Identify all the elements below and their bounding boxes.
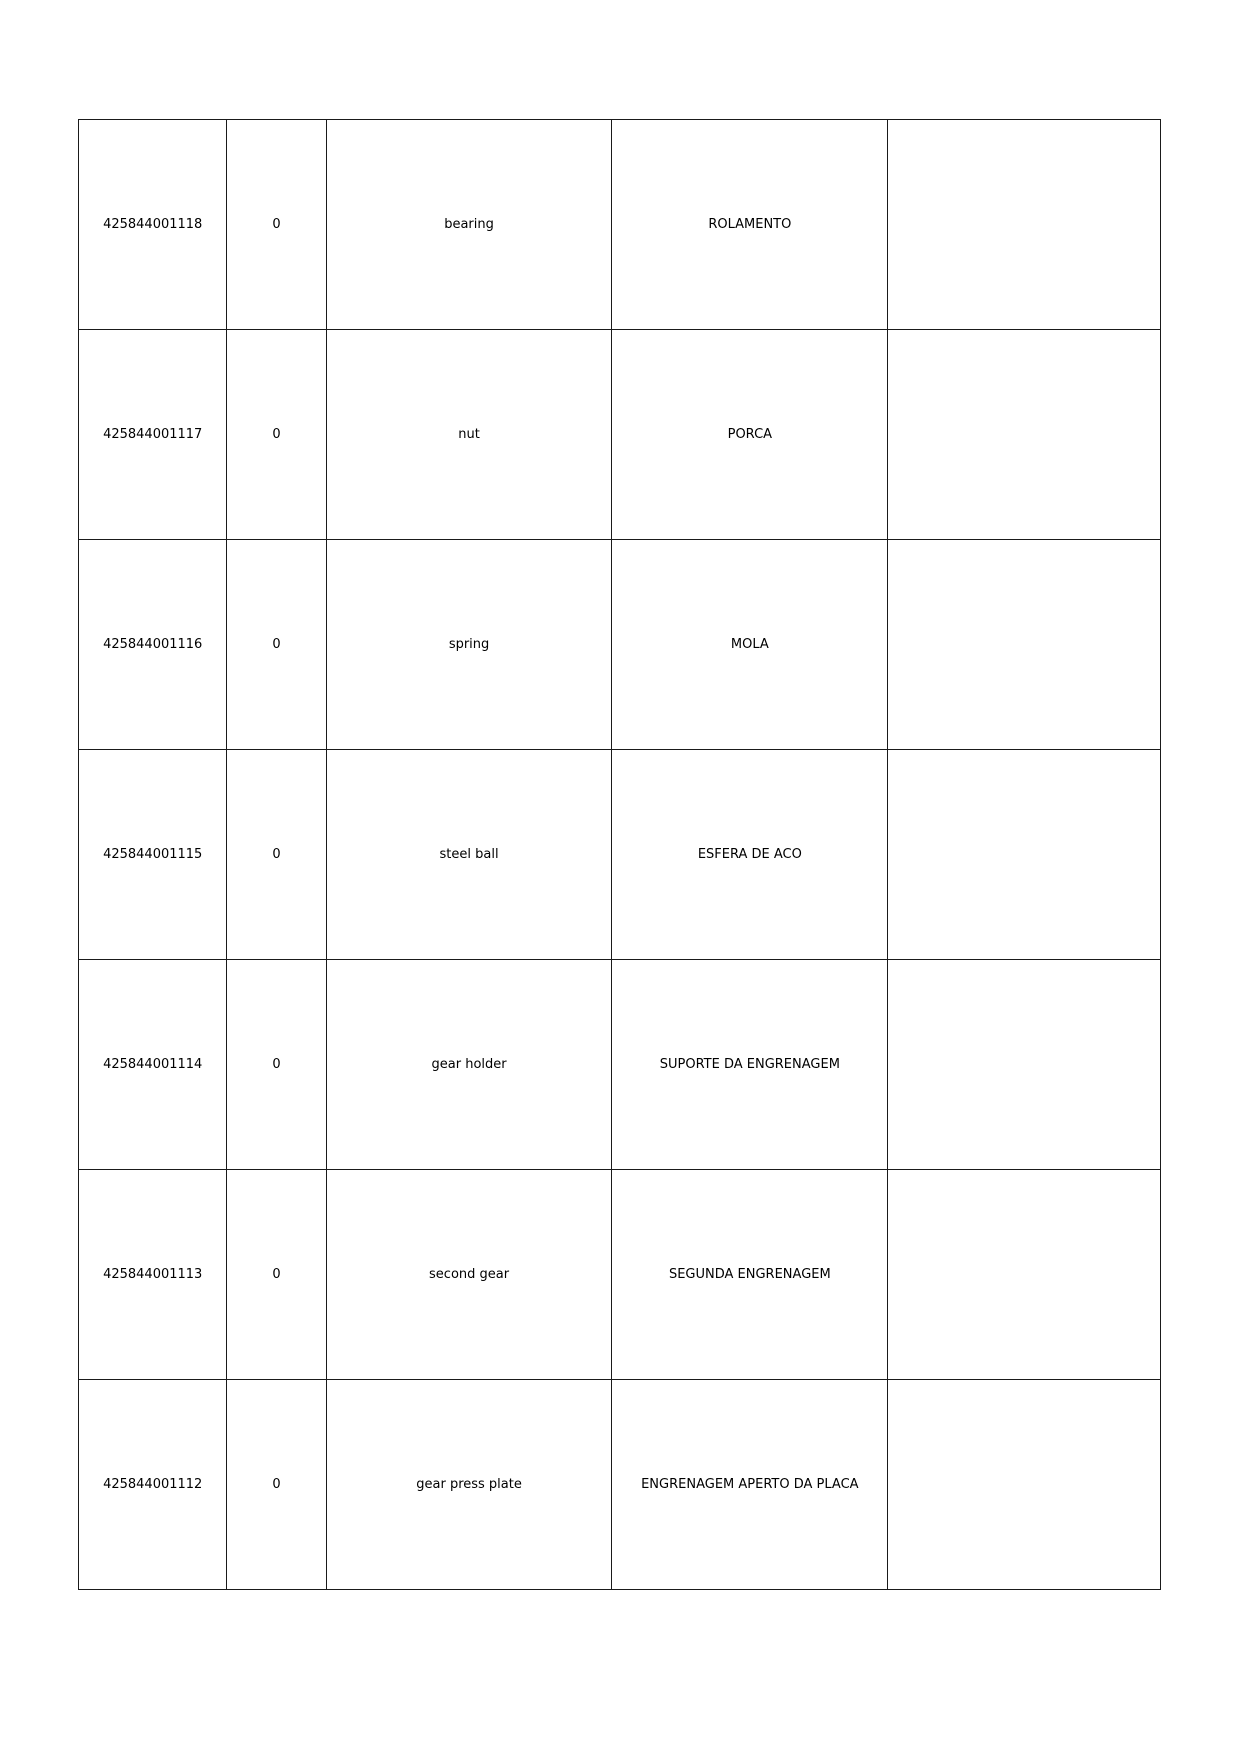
quantity-cell: 0 (227, 750, 326, 960)
portuguese-name-cell: SUPORTE DA ENGRENAGEM (612, 960, 888, 1170)
quantity-cell: 0 (227, 1170, 326, 1380)
english-name-cell: spring (326, 540, 612, 750)
part-code-cell: 425844001113 (79, 1170, 227, 1380)
english-name-cell: steel ball (326, 750, 612, 960)
empty-cell (888, 330, 1161, 540)
quantity-cell: 0 (227, 120, 326, 330)
part-code-cell: 425844001112 (79, 1380, 227, 1590)
empty-cell (888, 960, 1161, 1170)
quantity-cell: 0 (227, 330, 326, 540)
portuguese-name-cell: PORCA (612, 330, 888, 540)
english-name-cell: nut (326, 330, 612, 540)
part-code-cell: 425844001116 (79, 540, 227, 750)
part-code-cell: 425844001114 (79, 960, 227, 1170)
table-row (79, 960, 1161, 1170)
part-code-cell: 425844001117 (79, 330, 227, 540)
parts-table (78, 119, 1161, 1590)
empty-cell (888, 1170, 1161, 1380)
parts-table-body (79, 120, 1161, 1590)
empty-cell (888, 540, 1161, 750)
portuguese-name-cell: MOLA (612, 540, 888, 750)
empty-cell (888, 120, 1161, 330)
table-row (79, 1170, 1161, 1380)
portuguese-name-cell: ENGRENAGEM APERTO DA PLACA (612, 1380, 888, 1590)
quantity-cell: 0 (227, 960, 326, 1170)
table-row (79, 120, 1161, 330)
empty-cell (888, 1380, 1161, 1590)
portuguese-name-cell: ESFERA DE ACO (612, 750, 888, 960)
part-code-cell: 425844001115 (79, 750, 227, 960)
table-row (79, 330, 1161, 540)
english-name-cell: gear press plate (326, 1380, 612, 1590)
table-row (79, 750, 1161, 960)
english-name-cell: gear holder (326, 960, 612, 1170)
table-row (79, 1380, 1161, 1590)
table-row (79, 540, 1161, 750)
portuguese-name-cell: SEGUNDA ENGRENAGEM (612, 1170, 888, 1380)
empty-cell (888, 750, 1161, 960)
part-code-cell: 425844001118 (79, 120, 227, 330)
quantity-cell: 0 (227, 540, 326, 750)
english-name-cell: second gear (326, 1170, 612, 1380)
english-name-cell: bearing (326, 120, 612, 330)
quantity-cell: 0 (227, 1380, 326, 1590)
portuguese-name-cell: ROLAMENTO (612, 120, 888, 330)
